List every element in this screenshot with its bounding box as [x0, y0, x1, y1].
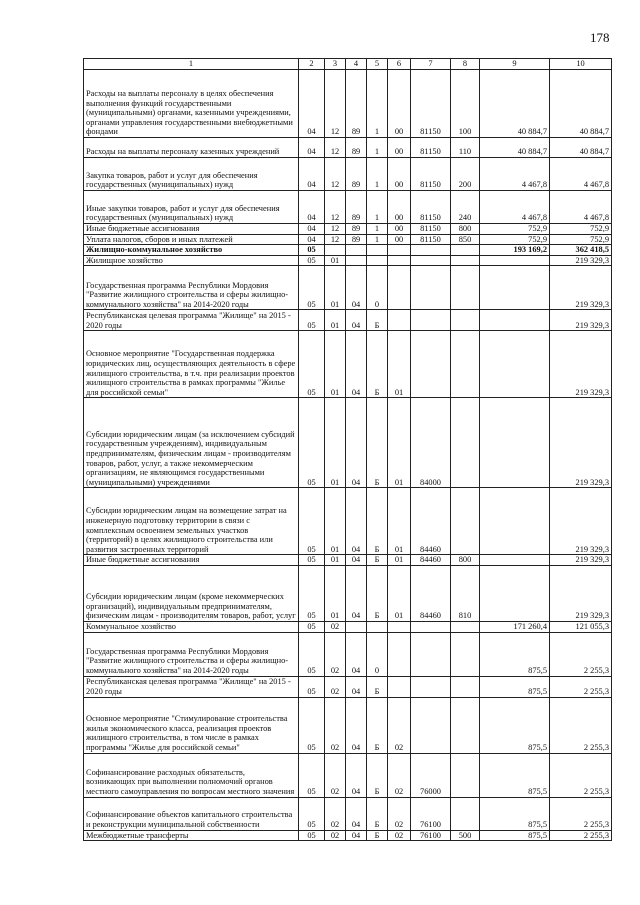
amount-2017: 219 329,3 — [550, 398, 612, 488]
event-code: 00 — [388, 158, 411, 191]
amount-2016: 4 467,8 — [480, 191, 550, 224]
amount-2017: 219 329,3 — [550, 255, 612, 266]
expense-type-code — [451, 245, 480, 256]
subsection-code: 12 — [325, 191, 346, 224]
direction-code — [411, 632, 451, 676]
amount-2016: 875,5 — [480, 676, 550, 697]
expense-type-code — [451, 697, 480, 753]
expense-type-code — [451, 632, 480, 676]
event-code: 02 — [388, 830, 411, 841]
event-code: 02 — [388, 797, 411, 830]
section-code: 05 — [299, 266, 325, 310]
subprogram-code: Б — [367, 753, 388, 797]
table-row — [84, 676, 612, 697]
row-name: Субсидии юридическим лицам на возмещение затрат на инженерную подготовку территории в связи с комплексным освоением земельных участков (территорий) в целях жилищного строительства или развития застроенных территорий — [84, 488, 299, 555]
table-row — [84, 398, 612, 488]
event-code — [388, 255, 411, 266]
expense-type-code: 200 — [451, 158, 480, 191]
col-header: 10 — [550, 59, 612, 70]
table-row — [84, 555, 612, 566]
subprogram-code — [367, 621, 388, 632]
amount-2016 — [480, 255, 550, 266]
direction-code — [411, 676, 451, 697]
amount-2016: 752,9 — [480, 234, 550, 245]
table-row — [84, 224, 612, 235]
program-code: 04 — [346, 830, 367, 841]
subsection-code: 02 — [325, 632, 346, 676]
table-row — [84, 158, 612, 191]
amount-2016: 40 884,7 — [480, 138, 550, 158]
expense-type-code — [451, 676, 480, 697]
direction-code: 76000 — [411, 753, 451, 797]
section-code: 05 — [299, 255, 325, 266]
subprogram-code: Б — [367, 697, 388, 753]
amount-2016: 875,5 — [480, 632, 550, 676]
section-code: 05 — [299, 310, 325, 331]
event-code — [388, 245, 411, 256]
amount-2016: 40 884,7 — [480, 70, 550, 138]
expense-type-code: 800 — [451, 224, 480, 235]
subprogram-code: Б — [367, 797, 388, 830]
event-code: 01 — [388, 555, 411, 566]
row-name: Республиканская целевая программа "Жилище" на 2015 - 2020 годы — [84, 676, 299, 697]
direction-code: 81150 — [411, 138, 451, 158]
table-row — [84, 191, 612, 224]
program-code: 89 — [346, 224, 367, 235]
amount-2017: 752,9 — [550, 234, 612, 245]
event-code: 00 — [388, 70, 411, 138]
subsection-code: 01 — [325, 555, 346, 566]
expense-type-code — [451, 398, 480, 488]
program-code — [346, 621, 367, 632]
amount-2017: 40 884,7 — [550, 70, 612, 138]
program-code: 89 — [346, 70, 367, 138]
direction-code: 84000 — [411, 398, 451, 488]
event-code: 00 — [388, 191, 411, 224]
subprogram-code: 1 — [367, 234, 388, 245]
subprogram-code: Б — [367, 565, 388, 621]
amount-2016 — [480, 310, 550, 331]
table-row — [84, 753, 612, 797]
amount-2017: 2 255,3 — [550, 830, 612, 841]
direction-code — [411, 245, 451, 256]
program-code: 89 — [346, 234, 367, 245]
program-code: 89 — [346, 158, 367, 191]
row-name: Иные закупки товаров, работ и услуг для обеспечения государственных (муниципальных) нужд — [84, 191, 299, 224]
row-name: Основное мероприятие "Государственная поддержка юридических лиц, осуществляющих деятельность в сфере жилищного строительства, в т.ч. при реализации проектов жилищного строительства в рамках программы "Жилье для российской семьи" — [84, 331, 299, 398]
direction-code — [411, 255, 451, 266]
table-row — [84, 331, 612, 398]
amount-2017: 362 418,5 — [550, 245, 612, 256]
amount-2017: 219 329,3 — [550, 488, 612, 555]
subprogram-code: 1 — [367, 224, 388, 235]
subprogram-code — [367, 255, 388, 266]
row-name: Софинансирование расходных обязательств, возникающих при выполнении полномочий органов местного самоуправления по вопросам местного значения — [84, 753, 299, 797]
expense-type-code — [451, 621, 480, 632]
amount-2016: 875,5 — [480, 830, 550, 841]
amount-2017: 219 329,3 — [550, 565, 612, 621]
col-header: 6 — [388, 59, 411, 70]
event-code: 00 — [388, 224, 411, 235]
col-header: 1 — [84, 59, 299, 70]
direction-code: 81150 — [411, 234, 451, 245]
col-header: 7 — [411, 59, 451, 70]
page-number: 178 — [590, 30, 610, 45]
row-name: Расходы на выплаты персоналу в целях обеспечения выполнения функций государственными (муниципальными) органами, казенными учреждениями, органами управления государственными внебюджетными фондами — [84, 70, 299, 138]
table-row — [84, 138, 612, 158]
amount-2017: 219 329,3 — [550, 266, 612, 310]
table-row — [84, 234, 612, 245]
subsection-code: 01 — [325, 331, 346, 398]
section-code: 04 — [299, 138, 325, 158]
amount-2016 — [480, 398, 550, 488]
amount-2016: 875,5 — [480, 753, 550, 797]
section-code: 05 — [299, 331, 325, 398]
event-code: 02 — [388, 753, 411, 797]
expense-type-code — [451, 797, 480, 830]
program-code: 04 — [346, 488, 367, 555]
program-code: 04 — [346, 266, 367, 310]
subsection-code: 12 — [325, 224, 346, 235]
section-code: 05 — [299, 245, 325, 256]
program-code: 04 — [346, 555, 367, 566]
section-code: 04 — [299, 224, 325, 235]
section-code: 04 — [299, 158, 325, 191]
table-row — [84, 697, 612, 753]
expense-type-code: 100 — [451, 70, 480, 138]
program-code: 04 — [346, 565, 367, 621]
subsection-code: 01 — [325, 398, 346, 488]
section-code: 05 — [299, 697, 325, 753]
amount-2017: 219 329,3 — [550, 310, 612, 331]
amount-2016 — [480, 331, 550, 398]
subsection-code: 02 — [325, 621, 346, 632]
subsection-code: 01 — [325, 488, 346, 555]
row-name: Республиканская целевая программа "Жилище" на 2015 - 2020 годы — [84, 310, 299, 331]
section-code: 05 — [299, 621, 325, 632]
subsection-code: 12 — [325, 70, 346, 138]
row-name: Расходы на выплаты персоналу казенных учреждений — [84, 138, 299, 158]
event-code: 02 — [388, 697, 411, 753]
subsection-code: 12 — [325, 234, 346, 245]
amount-2017: 121 055,3 — [550, 621, 612, 632]
table-row — [84, 621, 612, 632]
section-code: 04 — [299, 234, 325, 245]
expense-type-code: 810 — [451, 565, 480, 621]
col-header: 5 — [367, 59, 388, 70]
subsection-code: 02 — [325, 697, 346, 753]
table-row — [84, 830, 612, 841]
subsection-code: 01 — [325, 565, 346, 621]
direction-code — [411, 310, 451, 331]
subprogram-code: 1 — [367, 138, 388, 158]
col-header: 3 — [325, 59, 346, 70]
subprogram-code: Б — [367, 331, 388, 398]
subsection-code: 02 — [325, 753, 346, 797]
row-name: Коммунальное хозяйство — [84, 621, 299, 632]
amount-2016: 875,5 — [480, 797, 550, 830]
program-code: 04 — [346, 676, 367, 697]
expense-type-code — [451, 266, 480, 310]
amount-2017: 4 467,8 — [550, 158, 612, 191]
col-header: 8 — [451, 59, 480, 70]
direction-code: 81150 — [411, 224, 451, 235]
amount-2017: 4 467,8 — [550, 191, 612, 224]
subprogram-code: Б — [367, 830, 388, 841]
direction-code — [411, 697, 451, 753]
expense-type-code — [451, 488, 480, 555]
table-row — [84, 266, 612, 310]
budget-table — [83, 58, 612, 841]
event-code — [388, 632, 411, 676]
program-code: 04 — [346, 398, 367, 488]
expense-type-code: 800 — [451, 555, 480, 566]
amount-2017: 752,9 — [550, 224, 612, 235]
direction-code — [411, 331, 451, 398]
subsection-code: 02 — [325, 797, 346, 830]
amount-2017: 40 884,7 — [550, 138, 612, 158]
col-header: 4 — [346, 59, 367, 70]
subsection-code: 02 — [325, 830, 346, 841]
program-code — [346, 255, 367, 266]
amount-2017: 219 329,3 — [550, 331, 612, 398]
row-name: Жилищно-коммунальное хозяйство — [84, 245, 299, 256]
expense-type-code — [451, 255, 480, 266]
subsection-code: 12 — [325, 158, 346, 191]
subprogram-code: Б — [367, 398, 388, 488]
amount-2016: 875,5 — [480, 697, 550, 753]
amount-2016: 4 467,8 — [480, 158, 550, 191]
section-code: 05 — [299, 488, 325, 555]
expense-type-code: 500 — [451, 830, 480, 841]
amount-2016 — [480, 488, 550, 555]
table-row — [84, 488, 612, 555]
program-code — [346, 245, 367, 256]
row-name: Государственная программа Республики Мордовия "Развитие жилищного строительства и сферы жилищно-коммунального хозяйства" на 2014-2020 годы — [84, 266, 299, 310]
direction-code: 81150 — [411, 70, 451, 138]
event-code: 01 — [388, 488, 411, 555]
subprogram-code: 0 — [367, 266, 388, 310]
expense-type-code — [451, 310, 480, 331]
subprogram-code: Б — [367, 555, 388, 566]
row-name: Софинансирование объектов капитального строительства и реконструкции муниципальной собственности — [84, 797, 299, 830]
event-code: 01 — [388, 331, 411, 398]
amount-2017: 219 329,3 — [550, 555, 612, 566]
col-header: 9 — [480, 59, 550, 70]
table-row — [84, 245, 612, 256]
direction-code: 84460 — [411, 565, 451, 621]
amount-2017: 2 255,3 — [550, 697, 612, 753]
amount-2017: 2 255,3 — [550, 797, 612, 830]
col-header: 2 — [299, 59, 325, 70]
section-code: 05 — [299, 632, 325, 676]
table-row — [84, 565, 612, 621]
program-code: 89 — [346, 138, 367, 158]
row-name: Иные бюджетные ассигнования — [84, 555, 299, 566]
amount-2016: 752,9 — [480, 224, 550, 235]
event-code — [388, 676, 411, 697]
table-row — [84, 255, 612, 266]
section-code: 05 — [299, 753, 325, 797]
event-code — [388, 266, 411, 310]
expense-type-code — [451, 753, 480, 797]
subprogram-code: Б — [367, 676, 388, 697]
program-code: 04 — [346, 797, 367, 830]
section-code: 05 — [299, 398, 325, 488]
table-row — [84, 797, 612, 830]
row-name: Субсидии юридическим лицам (кроме некоммерческих организаций), индивидуальным предпринимателям, физическим лицам - производителям товаров, работ, услуг — [84, 565, 299, 621]
row-name: Иные бюджетные ассигнования — [84, 224, 299, 235]
row-name: Субсидии юридическим лицам (за исключением субсидий государственным учреждениям), индивидуальным предпринимателям, физическим лицам - производителям товаров, работ, услуг, а также некоммерческим организациям, не являющимся государственными (муниципальными) учреждениями — [84, 398, 299, 488]
expense-type-code: 850 — [451, 234, 480, 245]
section-code: 04 — [299, 70, 325, 138]
section-code: 05 — [299, 565, 325, 621]
direction-code: 76100 — [411, 797, 451, 830]
event-code: 00 — [388, 138, 411, 158]
program-code: 04 — [346, 310, 367, 331]
program-code: 89 — [346, 191, 367, 224]
row-name: Государственная программа Республики Мордовия "Развитие жилищного строительства и сферы жилищно-коммунального хозяйства" на 2014-2020 годы — [84, 632, 299, 676]
subsection-code: 01 — [325, 310, 346, 331]
row-name: Межбюджетные трансферты — [84, 830, 299, 841]
subprogram-code: 1 — [367, 158, 388, 191]
event-code: 01 — [388, 398, 411, 488]
section-code: 05 — [299, 797, 325, 830]
program-code: 04 — [346, 697, 367, 753]
direction-code: 76100 — [411, 830, 451, 841]
table-row — [84, 632, 612, 676]
section-code: 05 — [299, 555, 325, 566]
direction-code — [411, 266, 451, 310]
amount-2016 — [480, 555, 550, 566]
section-code: 04 — [299, 191, 325, 224]
direction-code: 81150 — [411, 191, 451, 224]
row-name: Жилищное хозяйство — [84, 255, 299, 266]
program-code: 04 — [346, 632, 367, 676]
program-code: 04 — [346, 753, 367, 797]
subprogram-code: Б — [367, 310, 388, 331]
amount-2016: 171 260,4 — [480, 621, 550, 632]
section-code: 05 — [299, 830, 325, 841]
event-code: 01 — [388, 565, 411, 621]
direction-code: 84460 — [411, 488, 451, 555]
event-code: 00 — [388, 234, 411, 245]
table-row — [84, 70, 612, 138]
amount-2017: 2 255,3 — [550, 676, 612, 697]
amount-2017: 2 255,3 — [550, 632, 612, 676]
subsection-code: 01 — [325, 266, 346, 310]
section-code: 05 — [299, 676, 325, 697]
subsection-code: 12 — [325, 138, 346, 158]
row-name: Основное мероприятие "Стимулирование строительства жилья экономического класса, реализация проектов жилищного строительства, в том числе в рамках программы "Жилье для российской семьи" — [84, 697, 299, 753]
expense-type-code: 110 — [451, 138, 480, 158]
event-code — [388, 621, 411, 632]
subprogram-code: 1 — [367, 191, 388, 224]
header-row — [84, 59, 612, 70]
amount-2016: 193 169,2 — [480, 245, 550, 256]
amount-2017: 2 255,3 — [550, 753, 612, 797]
direction-code: 81150 — [411, 158, 451, 191]
row-name: Уплата налогов, сборов и иных платежей — [84, 234, 299, 245]
amount-2016 — [480, 266, 550, 310]
subsection-code — [325, 245, 346, 256]
direction-code: 84460 — [411, 555, 451, 566]
expense-type-code — [451, 331, 480, 398]
subsection-code: 02 — [325, 676, 346, 697]
expense-type-code: 240 — [451, 191, 480, 224]
program-code: 04 — [346, 331, 367, 398]
subprogram-code: Б — [367, 488, 388, 555]
subprogram-code: 1 — [367, 70, 388, 138]
amount-2016 — [480, 565, 550, 621]
row-name: Закупка товаров, работ и услуг для обеспечения государственных (муниципальных) нужд — [84, 158, 299, 191]
subprogram-code: 0 — [367, 632, 388, 676]
subsection-code: 01 — [325, 255, 346, 266]
subprogram-code — [367, 245, 388, 256]
event-code — [388, 310, 411, 331]
direction-code — [411, 621, 451, 632]
table-row — [84, 310, 612, 331]
